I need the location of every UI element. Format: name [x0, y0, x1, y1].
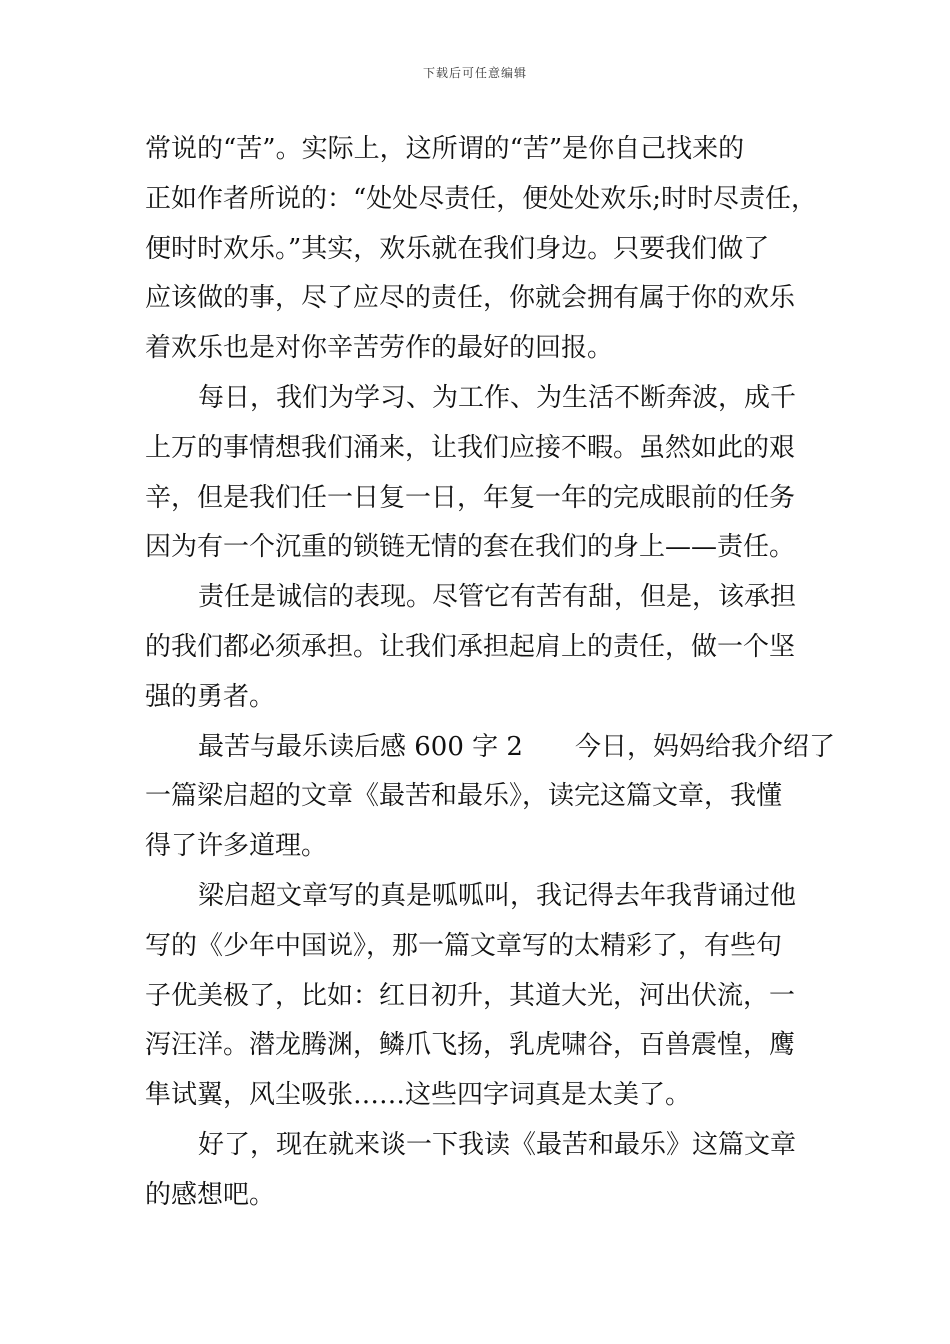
text-line: 泻汪洋。潜龙腾渊，鳞爪飞扬，乳虎啸谷，百兽震惶，鹰 — [145, 1030, 796, 1061]
paragraph-first-line: 梁启超文章写的真是呱呱叫，我记得去年我背诵过他 — [198, 880, 797, 911]
text-line: 的我们都必须承担。让我们承担起肩上的责任，做一个坚 — [145, 631, 796, 662]
paragraph-first-line: 每日，我们为学习、为工作、为生活不断奔波，成千 — [198, 382, 797, 413]
text-line: 正如作者所说的：“处处尽责任，便处处欢乐;时时尽责任， — [145, 183, 818, 214]
text-line: 因为有一个沉重的锁链无情的套在我们的身上——责任。 — [145, 532, 796, 563]
text-line: 常说的“苦”。实际上，这所谓的“苦”是你自己找来的 — [145, 134, 745, 164]
document-body — [145, 125, 835, 1221]
paragraph-first-line: 最苦与最乐读后感 600 字 2 今日，妈妈给我介绍了 — [198, 731, 835, 762]
text-line: 辛，但是我们任一日复一日，年复一年的完成眼前的任务 — [145, 482, 796, 513]
text-line: 便时时欢乐。”其实，欢乐就在我们身边。只要我们做了 — [145, 233, 770, 264]
text-line: 上万的事情想我们涌来，让我们应接不暇。虽然如此的艰 — [145, 432, 796, 463]
text-line: 子优美极了，比如：红日初升，其道大光，河出伏流，一 — [145, 980, 796, 1011]
text-line: 着欢乐也是对你辛苦劳作的最好的回报。 — [145, 333, 614, 364]
text-line: 的感想吧。 — [145, 1179, 276, 1210]
page-header: 下载后可任意编辑 — [422, 66, 527, 80]
paragraph-first-line: 好了，现在就来谈一下我读《最苦和最乐》这篇文章 — [198, 1129, 797, 1160]
text-line: 应该做的事，尽了应尽的责任，你就会拥有属于你的欢乐 — [145, 283, 796, 314]
paragraph-first-line: 责任是诚信的表现。尽管它有苦有甜，但是，该承担 — [198, 582, 797, 613]
text-line: 一篇梁启超的文章《最苦和最乐》，读完这篇文章，我懂 — [145, 781, 783, 812]
text-line: 写的《少年中国说》，那一篇文章写的太精彩了，有些句 — [145, 930, 783, 961]
text-line: 隼试翼，风尘吸张……这些四字词真是太美了。 — [145, 1080, 692, 1111]
text-line: 得了许多道理。 — [145, 831, 328, 862]
text-line: 强的勇者。 — [145, 681, 276, 712]
